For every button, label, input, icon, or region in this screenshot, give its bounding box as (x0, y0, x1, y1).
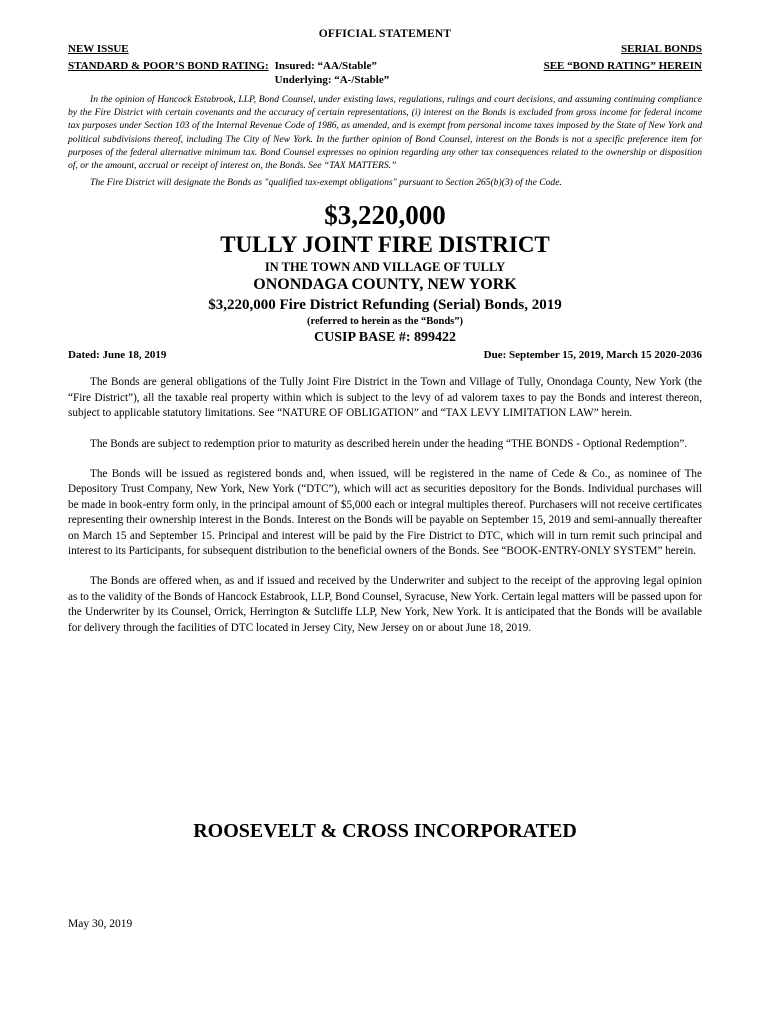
bond-amount: $3,220,000 (324, 200, 446, 231)
serial-bonds-label: SERIAL BONDS (620, 43, 702, 55)
sp-rating-label: STANDARD & POOR’S BOND RATING: (68, 60, 269, 72)
cusip-line: CUSIP BASE #: 899422 (314, 330, 456, 346)
insured-rating: Insured: “AA/Stable” (274, 60, 377, 72)
official-statement-page (68, 28, 702, 636)
dated-label: Dated: June 18, 2019 (68, 349, 167, 362)
underwriter-name: ROOSEVELT & CROSS INCORPORATED (193, 820, 577, 842)
obligations-paragraph: The Bonds are general obligations of the Tully Joint Fire District in the Town and Village of Tully, Onondaga County, New York (the “Fire District”), all the taxable real property within which is subject to the levy of ad valorem taxes to pay the Bonds and interest thereon, subject to applicable statutory limitations. See “NATURE OF OBLIGATION” and “TAX LEVY LIMITATION LAW” herein. (68, 376, 702, 420)
county-line: ONONDAGA COUNTY, NEW YORK (253, 276, 517, 294)
qualified-obligations-paragraph: The Fire District will designate the Bonds as "qualified tax-exempt obligations" pursuant to Section 265(b)(3) of the Code. (90, 177, 562, 189)
tax-opinion-paragraph: In the opinion of Hancock Estabrook, LLP, Bond Counsel, under existing laws, regulations, rulings and court decisions, and assuming continuing compliance by the Fire District with certain covenants and the accuracy of certain representations, (i) interest on the Bonds is excluded from gross income for federal income tax purposes under Section 103 of the Internal Revenue Code of 1986, as amended, and is exempt from personal income taxes imposed by the State of New York and political subdivisions thereof, including The City of New York. In the further opinion of Bond Counsel, interest on the Bonds is not a specific preference item for purposes of the federal alternative minimum tax. Bond Counsel expresses no opinion regarding any other tax consequences related to the ownership or disposition of, or the amount, accrual or receipt of interest on, the Bonds. See “TAX MATTERS.” (68, 94, 702, 172)
rating-info (68, 59, 389, 87)
bonds-title: $3,220,000 Fire District Refunding (Serial) Bonds, 2019 (208, 297, 562, 314)
issue-row (68, 43, 702, 59)
district-name: TULLY JOINT FIRE DISTRICT (220, 232, 550, 258)
referred-line: (referred to herein as the “Bonds”) (306, 316, 464, 328)
rating-row (68, 59, 702, 93)
underlying-rating: Underlying: “A-/Stable” (274, 74, 390, 86)
statement-date: May 30, 2019 (68, 918, 133, 930)
rating-values (275, 59, 390, 87)
offering-paragraph: The Bonds are offered when, as and if issued and received by the Underwriter and subject to the receipt of the approving legal opinion as to the validity of the Bonds of Hancock Estabrook, LLP, Bond Counsel, Syracuse, New York. Certain legal matters will be passed upon for the Underwriter by its Counsel, Orrick, Herrington & Sutcliffe LLP, New York, New York. It is anticipated that the Bonds will be available for delivery through the facilities of DTC located in Jersey City, New Jersey on or about June 18, 2019. (68, 575, 702, 634)
redemption-paragraph: The Bonds are subject to redemption prior to maturity as described herein under the heading “THE BONDS - Optional Redemption”. (90, 437, 688, 450)
document-title: OFFICIAL STATEMENT (318, 28, 452, 40)
due-label: Due: September 15, 2019, March 15 2020-2036 (483, 349, 702, 362)
dates-row (68, 348, 702, 363)
see-rating-label: SEE “BOND RATING” HEREIN (543, 60, 702, 72)
new-issue-label: NEW ISSUE (68, 43, 129, 55)
registration-paragraph: The Bonds will be issued as registered bonds and, when issued, will be registered in the name of Cede & Co., as nominee of The Depository Trust Company, New York, New York (“DTC”), which will act as securities depository for the Bonds. Individual purchases will be made in book-entry form only, in the principal amount of $5,000 each or integral multiples thereof. Purchasers will not receive certificates representing their ownership interest in the Bonds. Interest on the Bonds will be payable on September 15, 2019 and semi-annually thereafter on March 15 and September 15. Principal and interest will be paid by the Fire District to DTC, which will in turn remit such principal and interest to its Participants, for subsequent distribution to the beneficial owners of the Bonds. See “BOOK-ENTRY-ONLY SYSTEM” herein. (68, 468, 702, 558)
town-line: IN THE TOWN AND VILLAGE OF TULLY (264, 260, 506, 275)
